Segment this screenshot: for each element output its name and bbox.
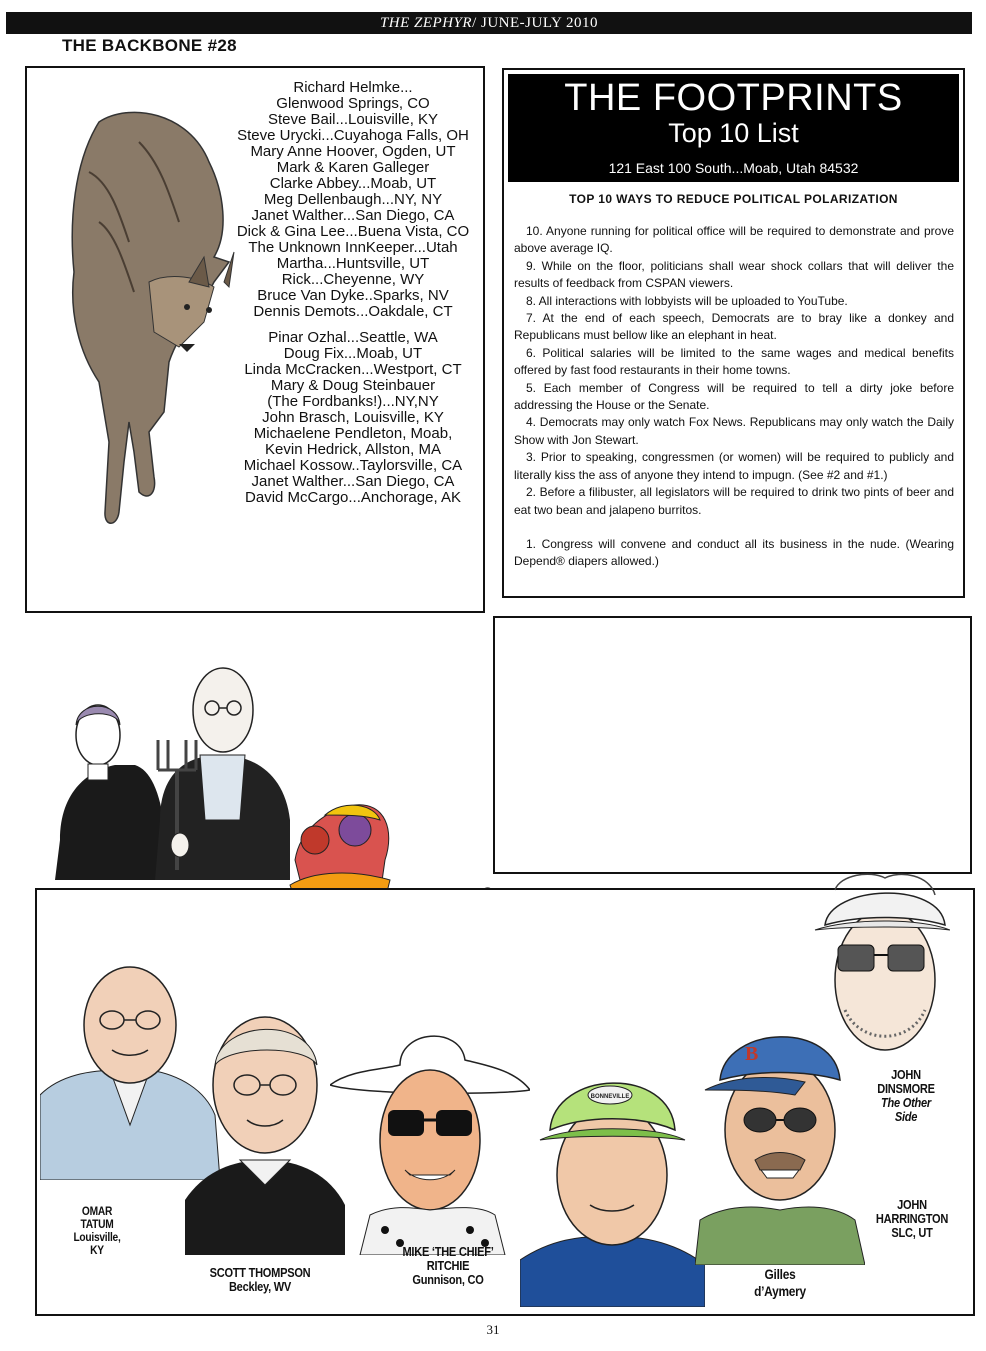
caption-line: d’Aymery bbox=[754, 1283, 806, 1299]
name-line: Bruce Van Dyke..Sparks, NV bbox=[257, 287, 449, 304]
list-item: 10. Anyone running for political office will be required to demonstrate and prove above average IQ. bbox=[514, 224, 954, 256]
svg-text:B: B bbox=[745, 1043, 759, 1065]
caption-scott-thompson bbox=[205, 1266, 316, 1294]
footprints-address: 121 East 100 South...Moab, Utah 84532 bbox=[608, 160, 859, 176]
coyote-illustration bbox=[39, 82, 249, 552]
list-item: 2. Before a filibuster, all legislators will be required to drink two pints of beer and eat two bean and jalapeno burritos. bbox=[514, 485, 954, 517]
caption-omar-tatum bbox=[59, 1205, 136, 1257]
name-line: The Unknown InnKeeper...Utah bbox=[248, 239, 458, 256]
name-line: David McCargo...Anchorage, AK bbox=[245, 489, 461, 506]
name-line: Mary Anne Hoover, Ogden, UT bbox=[250, 143, 456, 160]
backbone-names bbox=[223, 80, 483, 506]
name-line: Doug Fix...Moab, UT bbox=[283, 345, 423, 362]
backbone-title: THE BACKBONE #28 bbox=[62, 36, 237, 55]
name-line: Linda McCracken...Westport, CT bbox=[244, 361, 462, 378]
name-line: Michael Kossow..Taylorsville, CA bbox=[243, 457, 463, 474]
caption-line: OMAR bbox=[81, 1204, 113, 1218]
caption-line: RITCHIE bbox=[426, 1258, 470, 1273]
name-line: Mark & Karen Galleger bbox=[276, 159, 430, 176]
list-item: 3. Prior to speaking, congressmen (or women) will be required to publicly and literally kiss the ass of anyone they intend to impugn. (See #2 and #1.) bbox=[514, 450, 954, 482]
footprints-header bbox=[508, 74, 959, 182]
caption-line: HARRINGTON bbox=[875, 1211, 949, 1226]
name-line: Steve Bail...Louisville, KY bbox=[267, 111, 439, 128]
caption-john-dinsmore bbox=[864, 1068, 949, 1124]
john-dinsmore-caricature bbox=[810, 870, 950, 1065]
name-line: Martha...Huntsville, UT bbox=[276, 255, 430, 272]
name-line: Richard Helmke... bbox=[293, 79, 413, 96]
caption-line: TATUM bbox=[80, 1217, 114, 1231]
footprints-box bbox=[502, 68, 965, 598]
caption-line: The Other bbox=[881, 1095, 931, 1110]
list-item: 8. All interactions with lobbyists will be uploaded to YouTube. bbox=[526, 293, 848, 308]
name-line: Steve Urycki...Cuyahoga Falls, OH bbox=[237, 127, 469, 144]
publication-name: THE ZEPHYR bbox=[379, 15, 473, 31]
name-line: Michaelene Pendleton, Moab, bbox=[253, 425, 453, 442]
caption-line: DINSMORE bbox=[877, 1081, 935, 1096]
caption-line: KY bbox=[90, 1243, 104, 1257]
gilles-daymery-caricature bbox=[520, 1045, 705, 1307]
caption-line: JOHN bbox=[897, 1197, 927, 1212]
american-gothic-illustration bbox=[40, 660, 300, 880]
name-line: (The Fordbanks!)...NY,NY bbox=[267, 393, 439, 410]
page-number: 31 bbox=[486, 1322, 500, 1337]
caption-line: Louisville, bbox=[73, 1230, 121, 1244]
list-item: 6. Political salaries will be limited to the same wages and medical benefits offered by fast food restaurants in their home towns. bbox=[514, 345, 954, 378]
backbone-box bbox=[25, 66, 485, 613]
caption-line: MIKE ‘THE CHIEF’ bbox=[402, 1244, 494, 1259]
name-line: Meg Dellenbaugh...NY, NY bbox=[263, 191, 443, 208]
name-line: Rick...Cheyenne, WY bbox=[281, 271, 425, 288]
issue-date: JUNE-JULY 2010 bbox=[476, 15, 599, 31]
name-line: Dennis Demots...Oakdale, CT bbox=[253, 303, 453, 320]
caption-mike-ritchie bbox=[389, 1245, 508, 1287]
top10-list bbox=[514, 223, 954, 571]
caption-john-harrington bbox=[870, 1198, 955, 1240]
caption-line: Beckley, WV bbox=[228, 1279, 292, 1294]
name-line: Glenwood Springs, CO bbox=[276, 95, 430, 112]
masthead bbox=[6, 12, 972, 34]
list-item: 9. While on the floor, politicians shall wear shock collars that will deliver the results of feedback from CSPAN viewers. bbox=[514, 258, 954, 291]
footprints-title: THE FOOTPRINTS bbox=[564, 77, 903, 119]
name-line: Pinar Ozhal...Seattle, WA bbox=[268, 329, 438, 346]
name-line: Mary & Doug Steinbauer bbox=[270, 377, 436, 394]
caption-line: SLC, UT bbox=[891, 1225, 933, 1240]
name-line: Janet Walther...San Diego, CA bbox=[251, 473, 455, 490]
caption-line: JOHN bbox=[891, 1067, 921, 1082]
list-item: 1. Congress will convene and conduct all its business in the nude. (Wearing Depend® diapers allowed.) bbox=[514, 536, 954, 569]
footprints-subtitle: Top 10 List bbox=[668, 118, 799, 148]
top10-title: TOP 10 WAYS TO REDUCE POLITICAL POLARIZATION bbox=[569, 192, 898, 206]
scott-thompson-caricature bbox=[185, 1010, 345, 1255]
list-item: 4. Democrats may only watch Fox News. Republicans may only watch the Daily Show with Jon Stewart. bbox=[514, 415, 954, 447]
name-line: Kevin Hedrick, Allston, MA bbox=[265, 441, 441, 458]
name-line: Janet Walther...San Diego, CA bbox=[251, 207, 455, 224]
caption-gilles-daymery bbox=[738, 1266, 823, 1300]
cap-label: BONNEVILLE bbox=[590, 1094, 630, 1100]
name-line: Clarke Abbey...Moab, UT bbox=[269, 175, 437, 192]
caption-line: Side bbox=[894, 1109, 918, 1124]
mike-ritchie-caricature bbox=[330, 1015, 530, 1255]
blank-box bbox=[493, 616, 972, 874]
masthead-separator: / bbox=[472, 15, 477, 31]
list-item: 7. At the end of each speech, Democrats are to bray like a donkey and Republicans must bellow like an elephant in heat. bbox=[514, 311, 954, 343]
name-line: Dick & Gina Lee...Buena Vista, CO bbox=[236, 223, 470, 240]
name-line: John Brasch, Louisville, KY bbox=[262, 409, 444, 426]
list-item: 5. Each member of Congress will be required to tell a dirty joke before addressing the House or the Senate. bbox=[514, 380, 954, 413]
caption-line: Gunnison, CO bbox=[412, 1272, 484, 1287]
caption-line: Gilles bbox=[764, 1266, 796, 1282]
caption-line: SCOTT THOMPSON bbox=[209, 1265, 311, 1280]
